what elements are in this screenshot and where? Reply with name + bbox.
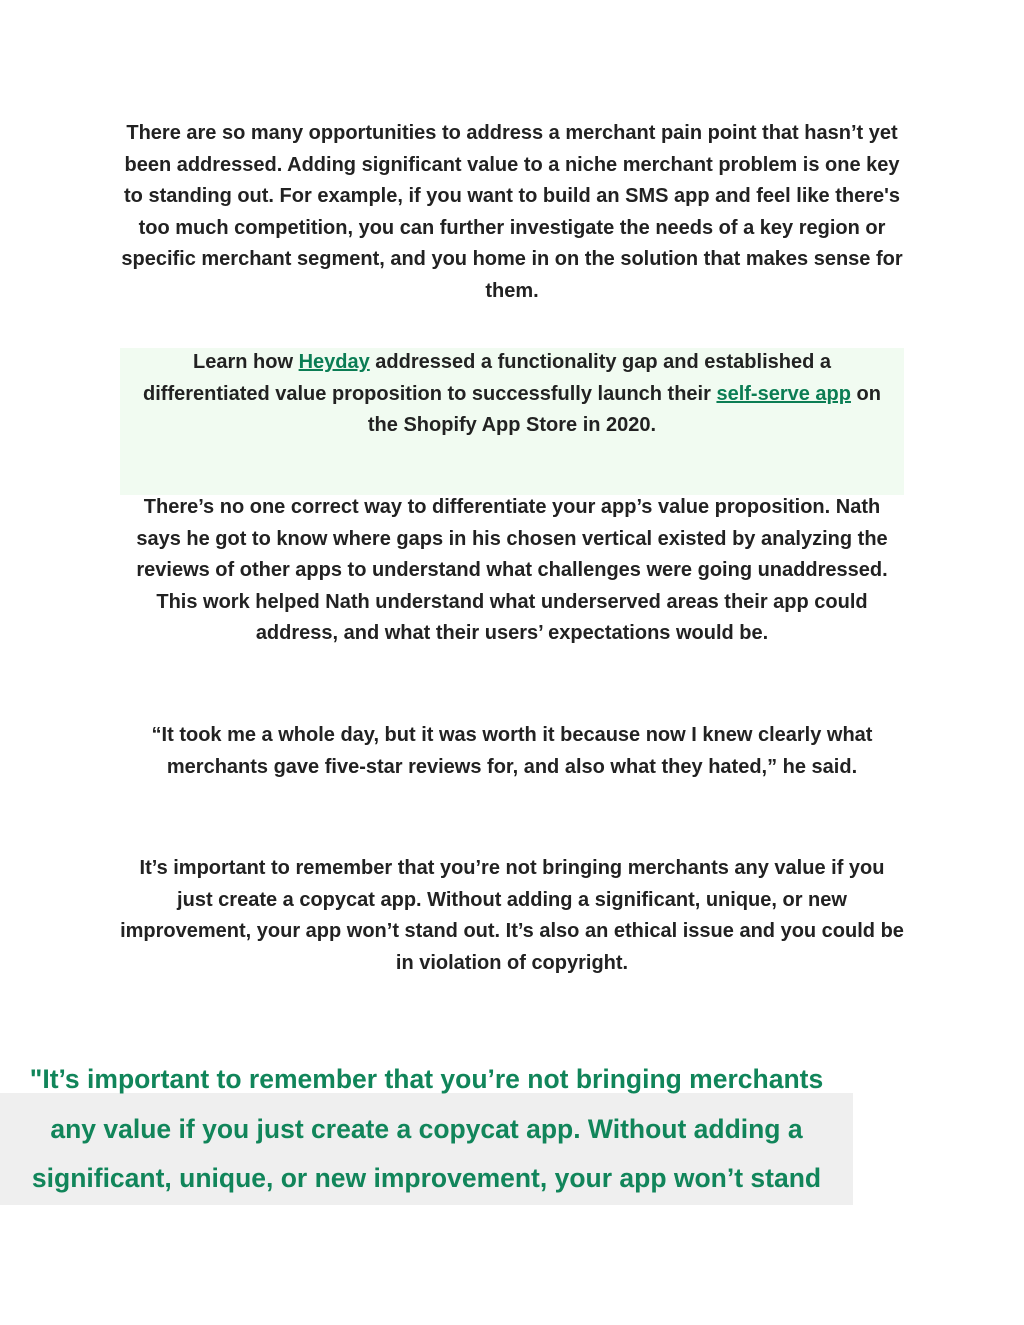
self-serve-app-link[interactable]: self-serve app: [716, 382, 851, 405]
pull-quote-line-1: "It’s important to remember that you’re not bringing merchants: [29, 1064, 824, 1094]
callout-text: [130, 347, 894, 442]
callout-text-after: on the Shopify App Store in 2020.: [367, 382, 881, 436]
callout-text-middle: addressed a functionality gap and established a differentiated value proposition to successfully launch their: [143, 351, 831, 405]
pull-quote-text: [0, 1055, 853, 1204]
copycat-paragraph: It’s important to remember that you’re not bringing merchants any value if you just create a copycat app. Without adding a significant, unique, or new improvement, your app won’t stand out. It’s also an ethical issue and you could be in violation of copyright.: [120, 857, 904, 974]
quote-paragraph: “It took me a whole day, but it was worth it because now I knew clearly what merchants gave five-star reviews for, and also what they hated,” he said.: [151, 724, 873, 778]
case-study-callout: [120, 348, 904, 495]
heyday-link[interactable]: Heyday: [298, 351, 370, 373]
callout-text-before: Learn how: [193, 351, 299, 373]
differentiation-paragraph: There’s no one correct way to differentiate your app’s value proposition. Nath says he got to know where gaps in his chosen vertical existed by analyzing the reviews of other apps to understand what challenges were going unaddressed. This work helped Nath understand what underserved areas their app could address, and what their users’ expectations would be.: [136, 496, 888, 644]
pull-quote: [0, 1055, 853, 1205]
pull-quote-line-3: significant, unique, or new improvement, your app won’t stand: [31, 1163, 822, 1193]
pull-quote-line-2: any value if you just create a copycat app. Without adding a: [50, 1113, 803, 1144]
intro-paragraph: There are so many opportunities to address a merchant pain point that hasn’t yet been addressed. Adding significant value to a niche merchant problem is one key to standing out. For example, if you want to build an SMS app and feel like there's too much competition, you can further investigate the needs of a key region or specific merchant segment, and you home in on the solution that makes sense for them.: [121, 122, 903, 302]
